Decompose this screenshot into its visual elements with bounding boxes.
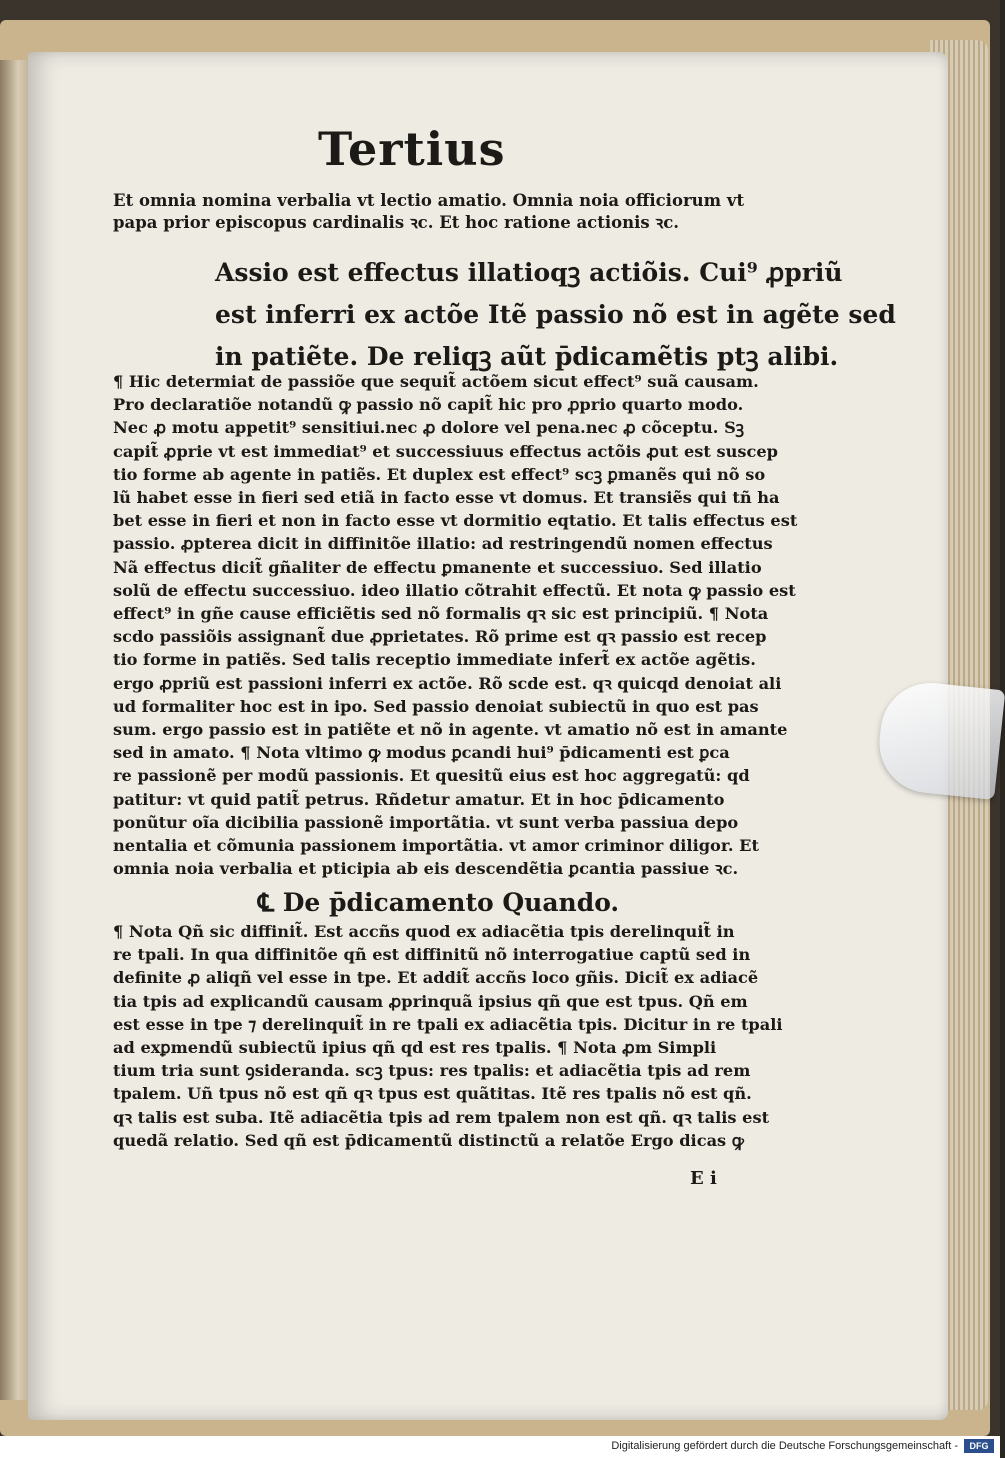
intro-line: papa prior episcopus cardinalis ꝛc. Et hoc ratione actionis ꝛc. — [113, 213, 679, 232]
body-line: Nã effectus dicit̃ gñaliter de effectu ꝑmanente et successiuo. Sed illatio — [113, 557, 762, 577]
body-line: ad exꝑmendũ subiectũ ipius qñ qd est res tpalis. ¶ Nota ꝓm Simpli — [113, 1038, 717, 1058]
lead-line: est inferri ex actõe Itẽ passio nõ est in agẽte sed — [215, 300, 896, 329]
body-line: sed in amato. ¶ Nota vltimo ꝙ modus ꝑcandi hui⁹ p̄dicamenti est ꝑca — [113, 743, 730, 763]
body-line: solũ de effectu successiuo. ideo illatio cõtrahit effectũ. Et nota ꝙ passio est — [113, 580, 796, 600]
body-line: effect⁹ in gñe cause efficiẽtis sed nõ formalis qꝛ sic est principiũ. ¶ Nota — [113, 604, 769, 624]
body-line: quedã relatio. Sed qñ est p̄dicamentũ distinctũ a relatõe Ergo dicas ꝙ — [113, 1130, 744, 1150]
facing-page-sliver — [0, 60, 30, 1400]
body-line: capit̃ ꝓprie vt est immediat⁹ et successiuus effectus actõis ꝓut est suscep — [113, 441, 778, 461]
lead-paragraph — [215, 252, 896, 378]
body-line: sum. ergo passio est in patiẽte et nõ in agente. vt amatio nõ est in amante — [113, 720, 788, 740]
intro-line: Et omnia nomina verbalia vt lectio amatio. Omnia noia officiorum vt — [113, 191, 745, 210]
lead-line: in patiẽte. De reliqꝫ aũt p̄dicamẽtis ptꝫ alibi. — [215, 342, 839, 371]
body-line: tia tpis ad explicandũ causam ꝓprinquã ipsius qñ que est tpus. Qñ em — [113, 991, 748, 1011]
body-line: definite ꝓ aliqñ vel esse in tpe. Et addit̃ accñs loco gñis. Dicit̃ ex adiacẽ — [113, 968, 759, 988]
body-line: nentalia et cõmunia passionem importãtia. vt amor criminor diligor. Et — [113, 836, 759, 856]
body-line: ergo ꝓpriũ est passioni inferri ex actõe. Rõ scde est. qꝛ quicqd denoiat ali — [113, 673, 782, 693]
body-line: omnia noia verbalia et pticipia ab eis descendẽtia ꝑcantia passiue ꝛc. — [113, 859, 739, 879]
body-line: tpalem. Uñ tpus nõ est qñ qꝛ tpus est quãtitas. Itẽ res tpalis nõ est qñ. — [113, 1084, 752, 1104]
commentary-quando — [113, 920, 783, 1152]
commentary-passio — [113, 370, 798, 880]
body-line: Nec ꝓ motu appetit⁹ sensitiui.nec ꝓ dolore vel pena.nec ꝓ cõceptu. Sꝫ — [113, 418, 745, 438]
body-line: ¶ Nota Qñ sic diffinit̃. Est accñs quod ex adiacẽtia tpis derelinquit̃ in — [113, 922, 735, 941]
signature-mark: E i — [690, 1168, 717, 1189]
page-heading: Tertius — [318, 122, 506, 176]
body-line: tium tria sunt ꝯsideranda. scꝫ tpus: res tpalis: et adiacẽtia tpis ad rem — [113, 1061, 751, 1081]
body-line: patitur: vt quid patit̃ petrus. Rñdetur amatur. Et in hoc p̄dicamento — [113, 789, 725, 809]
funding-credit: Digitalisierung gefördert durch die Deutsche Forschungsgemeinschaft - — [611, 1440, 958, 1452]
body-line: bet esse in fieri et non in facto esse vt dormitio eqtatio. Et talis effectus est — [113, 511, 798, 531]
body-line: tio forme in patiẽs. Sed talis receptio immediate infert̃ ex actõe agẽtis. — [113, 650, 756, 670]
body-line: lũ habet esse in fieri sed etiã in facto esse vt domus. Et transiẽs qui tñ ha — [113, 488, 780, 508]
body-line: est esse in tpe ⁊ derelinquit̃ in re tpali ex adiacẽtia tpis. Dicitur in re tpali — [113, 1014, 783, 1034]
dfg-logo: DFG — [964, 1439, 994, 1453]
body-line: ¶ Hic determiat de passiõe que sequit̃ actõem sicut effect⁹ suã causam. — [113, 372, 759, 391]
body-line: Pro declaratiõe notandũ ꝙ passio nõ capit̃ hic pro ꝓprio quarto modo. — [113, 395, 744, 415]
body-line: ponũtur oĩa dicibilia passionẽ importãtia. vt sunt verba passiua depo — [113, 812, 739, 832]
body-line: re passionẽ per modũ passionis. Et quesitũ eius est hoc aggregatũ: qd — [113, 766, 750, 786]
section-heading-quando: ℄ De p̄dicamento Quando. — [258, 888, 620, 917]
body-line: passio. ꝓpterea dicit in diffinitõe illatio: ad restringendũ nomen effectus — [113, 534, 773, 554]
intro-paragraph — [113, 190, 753, 234]
body-line: qꝛ talis est suba. Itẽ adiacẽtia tpis ad rem tpalem non est qñ. qꝛ talis est — [113, 1107, 770, 1127]
body-line: ud formaliter hoc est in ipo. Sed passio denoiat subiectũ in quo est pas — [113, 696, 759, 716]
body-line: re tpali. In qua diffinitõe qñ est diffinitũ nõ interrogatiue captũ sed in — [113, 945, 751, 965]
lead-line: Assio est effectus illatioqꝫ actiõis. Cui⁹ ꝓpriũ — [215, 258, 843, 287]
footer-bar — [0, 1436, 1000, 1458]
body-line: scdo passiõis assignant̃ due ꝓprietates. Rõ prime est qꝛ passio est recep — [113, 627, 767, 647]
body-line: tio forme ab agente in patiẽs. Et duplex est effect⁹ scꝫ ꝑmanẽs qui nõ so — [113, 464, 766, 484]
